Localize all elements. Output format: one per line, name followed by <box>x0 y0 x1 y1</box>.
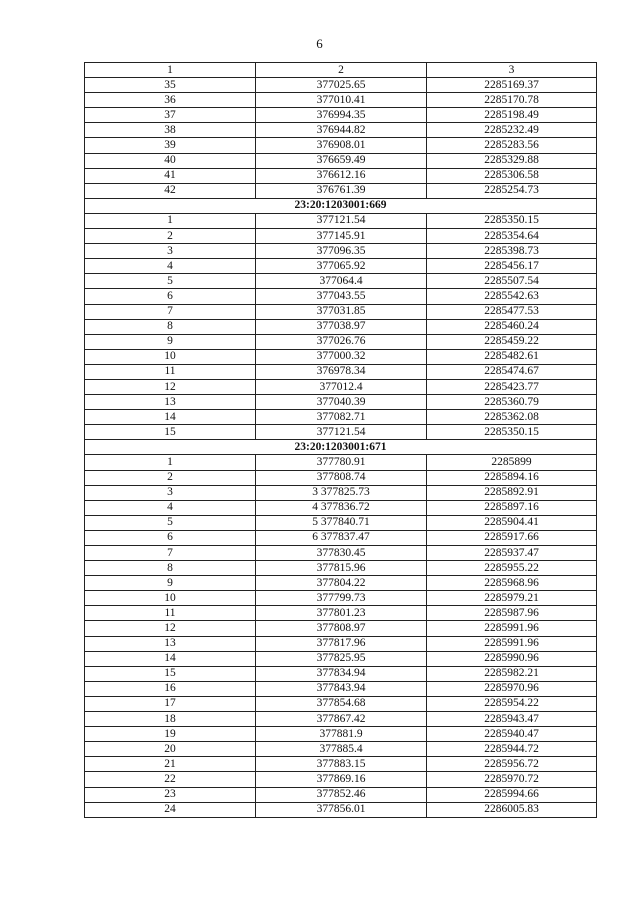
table-row <box>85 395 597 410</box>
page-number: 6 <box>316 36 323 51</box>
x-coordinate-cell: 376994.35 <box>256 108 427 123</box>
y-coordinate-cell: 2286005.83 <box>427 802 597 817</box>
y-coordinate-cell: 2285937.47 <box>427 546 597 561</box>
y-coordinate-cell: 2285892.91 <box>427 485 597 500</box>
point-number-cell: 15 <box>85 666 256 681</box>
x-coordinate-cell: 377869.16 <box>256 772 427 787</box>
y-coordinate-cell: 2285477.53 <box>427 304 597 319</box>
x-coordinate-cell: 377121.54 <box>256 425 427 440</box>
coordinates-table-body <box>85 63 597 818</box>
y-coordinate-cell: 2285350.15 <box>427 425 597 440</box>
point-number-cell: 12 <box>85 621 256 636</box>
x-coordinate-cell: 377815.96 <box>256 561 427 576</box>
x-coordinate-cell: 377817.96 <box>256 636 427 651</box>
table-row <box>85 742 597 757</box>
table-row <box>85 244 597 259</box>
y-coordinate-cell: 2285360.79 <box>427 395 597 410</box>
point-number-cell: 1 <box>85 455 256 470</box>
point-number-cell: 38 <box>85 123 256 138</box>
point-number-cell: 9 <box>85 334 256 349</box>
y-coordinate-cell: 2285987.96 <box>427 606 597 621</box>
table-row <box>85 606 597 621</box>
table-row <box>85 108 597 123</box>
x-coordinate-cell: 377883.15 <box>256 757 427 772</box>
y-coordinate-cell: 2285198.49 <box>427 108 597 123</box>
y-coordinate-cell: 2285169.37 <box>427 78 597 93</box>
table-row <box>85 696 597 711</box>
point-number-cell: 6 <box>85 289 256 304</box>
table-row <box>85 138 597 153</box>
point-number-cell: 18 <box>85 712 256 727</box>
point-number-cell: 12 <box>85 379 256 394</box>
point-number-cell: 4 <box>85 500 256 515</box>
table-row <box>85 455 597 470</box>
y-coordinate-cell: 2285362.08 <box>427 410 597 425</box>
x-coordinate-cell: 377885.4 <box>256 742 427 757</box>
x-coordinate-cell: 377852.46 <box>256 787 427 802</box>
point-number-cell: 3 <box>85 244 256 259</box>
table-row <box>85 379 597 394</box>
x-coordinate-cell: 377145.91 <box>256 229 427 244</box>
point-number-cell: 2 <box>85 470 256 485</box>
table-row <box>85 289 597 304</box>
table-row <box>85 213 597 228</box>
point-number-cell: 10 <box>85 349 256 364</box>
x-coordinate-cell: 3 377825.73 <box>256 485 427 500</box>
table-row <box>85 500 597 515</box>
y-coordinate-cell: 2285897.16 <box>427 500 597 515</box>
y-coordinate-cell: 2285283.56 <box>427 138 597 153</box>
y-coordinate-cell: 2285944.72 <box>427 742 597 757</box>
y-coordinate-cell: 2285970.72 <box>427 772 597 787</box>
table-header-row <box>85 63 597 78</box>
y-coordinate-cell: 2285894.16 <box>427 470 597 485</box>
table-row <box>85 530 597 545</box>
y-coordinate-cell: 2285460.24 <box>427 319 597 334</box>
x-coordinate-cell: 377799.73 <box>256 591 427 606</box>
point-number-cell: 16 <box>85 681 256 696</box>
y-coordinate-cell: 2285954.22 <box>427 696 597 711</box>
table-row <box>85 349 597 364</box>
x-coordinate-cell: 377834.94 <box>256 666 427 681</box>
section-title-row <box>85 440 597 455</box>
y-coordinate-cell: 2285943.47 <box>427 712 597 727</box>
x-coordinate-cell: 6 377837.47 <box>256 530 427 545</box>
y-coordinate-cell: 2285423.77 <box>427 379 597 394</box>
x-coordinate-cell: 377043.55 <box>256 289 427 304</box>
x-coordinate-cell: 376978.34 <box>256 364 427 379</box>
table-row <box>85 621 597 636</box>
y-coordinate-cell: 2285170.78 <box>427 93 597 108</box>
x-coordinate-cell: 377801.23 <box>256 606 427 621</box>
point-number-cell: 5 <box>85 274 256 289</box>
y-coordinate-cell: 2285482.61 <box>427 349 597 364</box>
point-number-cell: 4 <box>85 259 256 274</box>
y-coordinate-cell: 2285254.73 <box>427 183 597 198</box>
x-coordinate-cell: 377830.45 <box>256 546 427 561</box>
y-coordinate-cell: 2285990.96 <box>427 651 597 666</box>
y-coordinate-cell: 2285904.41 <box>427 515 597 530</box>
table-row <box>85 666 597 681</box>
point-number-cell: 40 <box>85 153 256 168</box>
table-row <box>85 636 597 651</box>
point-number-cell: 35 <box>85 78 256 93</box>
header-cell-y: 3 <box>427 63 597 78</box>
table-row <box>85 425 597 440</box>
table-row <box>85 183 597 198</box>
x-coordinate-cell: 377804.22 <box>256 576 427 591</box>
table-row <box>85 123 597 138</box>
y-coordinate-cell: 2285899 <box>427 455 597 470</box>
point-number-cell: 20 <box>85 742 256 757</box>
point-number-cell: 6 <box>85 530 256 545</box>
x-coordinate-cell: 376612.16 <box>256 168 427 183</box>
x-coordinate-cell: 377096.35 <box>256 244 427 259</box>
table-row <box>85 485 597 500</box>
table-row <box>85 259 597 274</box>
y-coordinate-cell: 2285329.88 <box>427 153 597 168</box>
x-coordinate-cell: 5 377840.71 <box>256 515 427 530</box>
point-number-cell: 10 <box>85 591 256 606</box>
point-number-cell: 42 <box>85 183 256 198</box>
point-number-cell: 24 <box>85 802 256 817</box>
section-cadastral-number: 23:20:1203001:669 <box>85 198 597 213</box>
point-number-cell: 11 <box>85 606 256 621</box>
table-row <box>85 470 597 485</box>
table-row <box>85 229 597 244</box>
point-number-cell: 7 <box>85 546 256 561</box>
table-row <box>85 78 597 93</box>
point-number-cell: 8 <box>85 561 256 576</box>
x-coordinate-cell: 377064.4 <box>256 274 427 289</box>
x-coordinate-cell: 377038.97 <box>256 319 427 334</box>
table-row <box>85 334 597 349</box>
y-coordinate-cell: 2285968.96 <box>427 576 597 591</box>
table-row <box>85 802 597 817</box>
header-cell-x: 2 <box>256 63 427 78</box>
y-coordinate-cell: 2285398.73 <box>427 244 597 259</box>
section-cadastral-number: 23:20:1203001:671 <box>85 440 597 455</box>
y-coordinate-cell: 2285232.49 <box>427 123 597 138</box>
x-coordinate-cell: 377881.9 <box>256 727 427 742</box>
table-row <box>85 319 597 334</box>
point-number-cell: 37 <box>85 108 256 123</box>
point-number-cell: 15 <box>85 425 256 440</box>
x-coordinate-cell: 377026.76 <box>256 334 427 349</box>
table-row <box>85 304 597 319</box>
table-row <box>85 561 597 576</box>
y-coordinate-cell: 2285354.64 <box>427 229 597 244</box>
x-coordinate-cell: 376944.82 <box>256 123 427 138</box>
y-coordinate-cell: 2285991.96 <box>427 636 597 651</box>
table-row <box>85 651 597 666</box>
point-number-cell: 36 <box>85 93 256 108</box>
x-coordinate-cell: 376761.39 <box>256 183 427 198</box>
table-row <box>85 515 597 530</box>
x-coordinate-cell: 377854.68 <box>256 696 427 711</box>
y-coordinate-cell: 2285542.63 <box>427 289 597 304</box>
y-coordinate-cell: 2285979.21 <box>427 591 597 606</box>
table-row <box>85 153 597 168</box>
section-title-row <box>85 198 597 213</box>
point-number-cell: 1 <box>85 213 256 228</box>
point-number-cell: 22 <box>85 772 256 787</box>
point-number-cell: 17 <box>85 696 256 711</box>
y-coordinate-cell: 2285456.17 <box>427 259 597 274</box>
table-row <box>85 576 597 591</box>
table-row <box>85 410 597 425</box>
coordinates-table <box>84 62 597 818</box>
x-coordinate-cell: 377843.94 <box>256 681 427 696</box>
x-coordinate-cell: 377031.85 <box>256 304 427 319</box>
table-row <box>85 772 597 787</box>
point-number-cell: 13 <box>85 395 256 410</box>
point-number-cell: 11 <box>85 364 256 379</box>
table-row <box>85 168 597 183</box>
x-coordinate-cell: 377025.65 <box>256 78 427 93</box>
point-number-cell: 14 <box>85 651 256 666</box>
point-number-cell: 21 <box>85 757 256 772</box>
point-number-cell: 41 <box>85 168 256 183</box>
x-coordinate-cell: 377808.97 <box>256 621 427 636</box>
point-number-cell: 39 <box>85 138 256 153</box>
x-coordinate-cell: 377082.71 <box>256 410 427 425</box>
table-row <box>85 364 597 379</box>
y-coordinate-cell: 2285956.72 <box>427 757 597 772</box>
y-coordinate-cell: 2285459.22 <box>427 334 597 349</box>
y-coordinate-cell: 2285970.96 <box>427 681 597 696</box>
x-coordinate-cell: 377040.39 <box>256 395 427 410</box>
x-coordinate-cell: 377856.01 <box>256 802 427 817</box>
point-number-cell: 5 <box>85 515 256 530</box>
y-coordinate-cell: 2285917.66 <box>427 530 597 545</box>
x-coordinate-cell: 4 377836.72 <box>256 500 427 515</box>
table-row <box>85 787 597 802</box>
y-coordinate-cell: 2285955.22 <box>427 561 597 576</box>
y-coordinate-cell: 2285350.15 <box>427 213 597 228</box>
point-number-cell: 2 <box>85 229 256 244</box>
y-coordinate-cell: 2285940.47 <box>427 727 597 742</box>
point-number-cell: 8 <box>85 319 256 334</box>
x-coordinate-cell: 377065.92 <box>256 259 427 274</box>
y-coordinate-cell: 2285994.66 <box>427 787 597 802</box>
y-coordinate-cell: 2285306.58 <box>427 168 597 183</box>
header-cell-point: 1 <box>85 63 256 78</box>
table-row <box>85 757 597 772</box>
x-coordinate-cell: 377121.54 <box>256 213 427 228</box>
x-coordinate-cell: 377000.32 <box>256 349 427 364</box>
x-coordinate-cell: 377867.42 <box>256 712 427 727</box>
point-number-cell: 19 <box>85 727 256 742</box>
x-coordinate-cell: 377780.91 <box>256 455 427 470</box>
table-row <box>85 591 597 606</box>
x-coordinate-cell: 377808.74 <box>256 470 427 485</box>
table-row <box>85 681 597 696</box>
point-number-cell: 3 <box>85 485 256 500</box>
table-row <box>85 93 597 108</box>
point-number-cell: 14 <box>85 410 256 425</box>
point-number-cell: 13 <box>85 636 256 651</box>
x-coordinate-cell: 377010.41 <box>256 93 427 108</box>
table-row <box>85 546 597 561</box>
point-number-cell: 9 <box>85 576 256 591</box>
y-coordinate-cell: 2285507.54 <box>427 274 597 289</box>
x-coordinate-cell: 377825.95 <box>256 651 427 666</box>
x-coordinate-cell: 376908.01 <box>256 138 427 153</box>
point-number-cell: 7 <box>85 304 256 319</box>
x-coordinate-cell: 376659.49 <box>256 153 427 168</box>
y-coordinate-cell: 2285991.96 <box>427 621 597 636</box>
table-row <box>85 727 597 742</box>
y-coordinate-cell: 2285982.21 <box>427 666 597 681</box>
point-number-cell: 23 <box>85 787 256 802</box>
y-coordinate-cell: 2285474.67 <box>427 364 597 379</box>
table-row <box>85 274 597 289</box>
x-coordinate-cell: 377012.4 <box>256 379 427 394</box>
table-row <box>85 712 597 727</box>
